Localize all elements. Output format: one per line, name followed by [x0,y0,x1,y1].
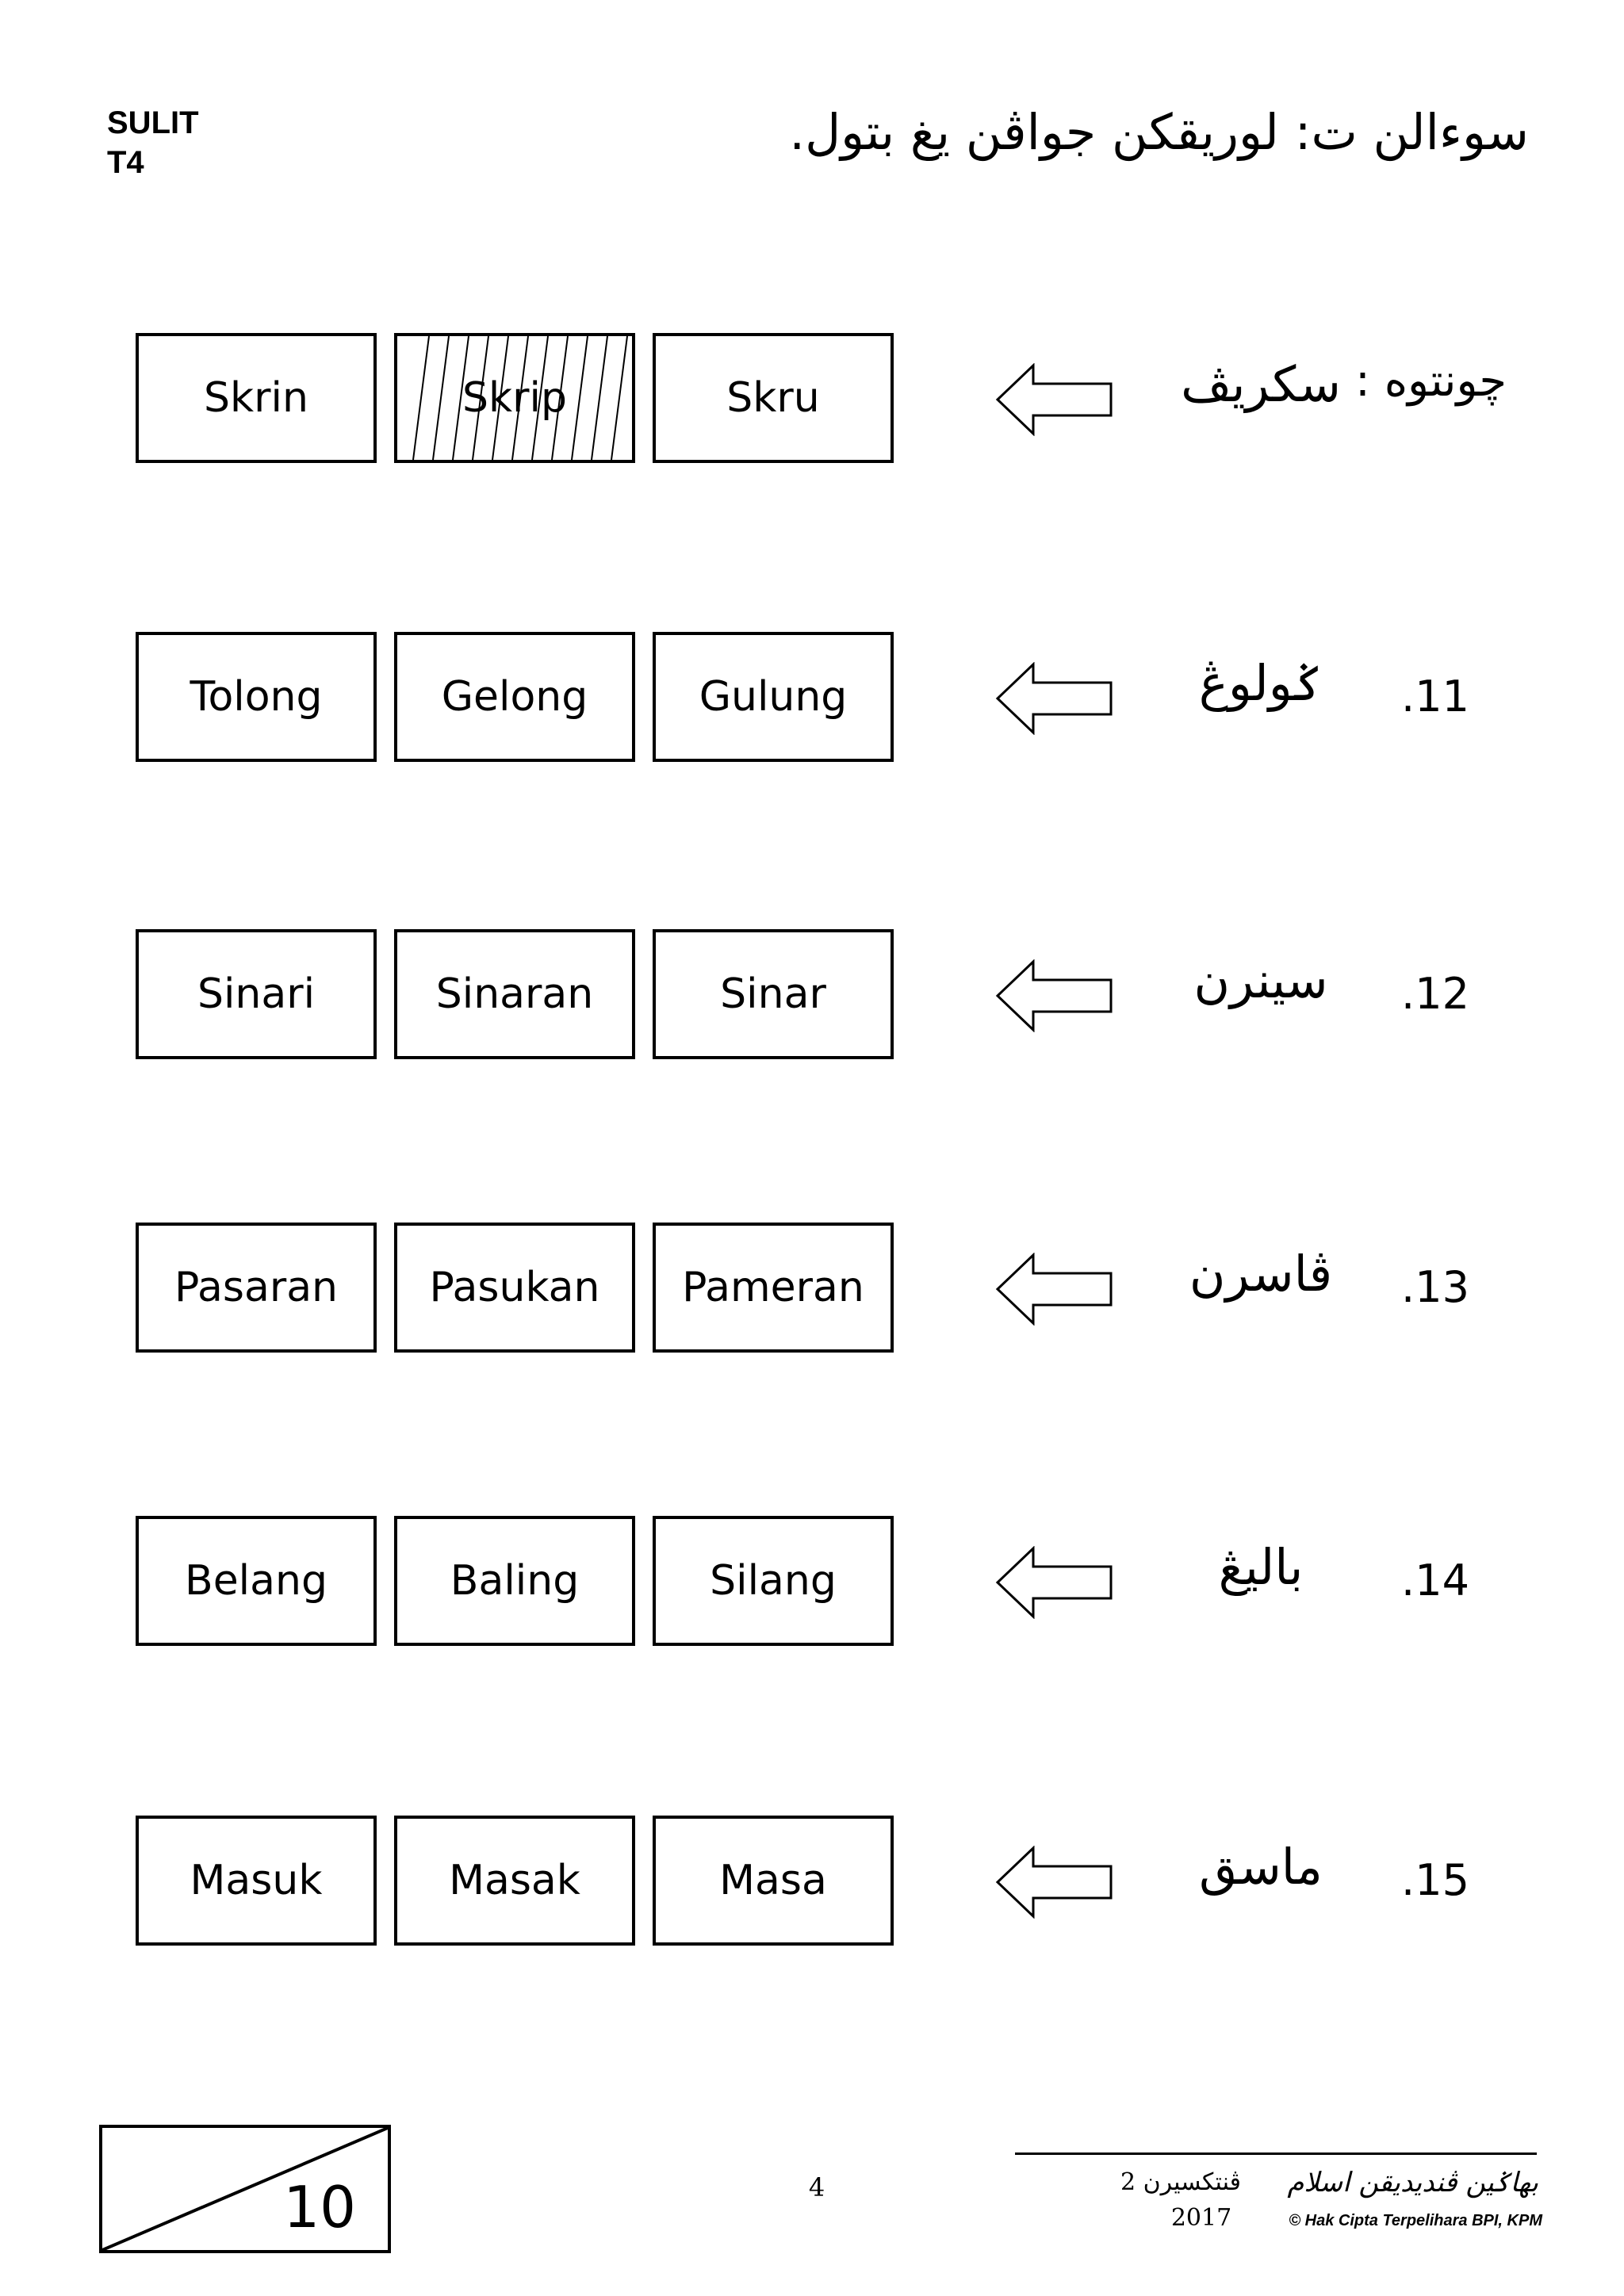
question-row [0,929,1624,1064]
question-instruction: سوءالن ت: لوريقكن جواڤن يغ بتول. [789,103,1529,161]
option-button[interactable]: Sinaran [394,929,635,1059]
question-row [0,1516,1624,1651]
example-option-2-selected[interactable]: Skrip [394,333,635,463]
copyright-notice: © Hak Cipta Terpelihara BPI, KPM [1289,2212,1542,2229]
example-label: چونتوه : [1355,355,1507,407]
jawi-word: ڤاسرن [1189,1245,1333,1303]
option-button[interactable]: Pameran [653,1223,894,1353]
left-arrow-icon [995,959,1114,1032]
option-button[interactable]: Sinar [653,929,894,1059]
option-button[interactable]: Masa [653,1816,894,1946]
option-button[interactable]: Masuk [136,1816,377,1946]
question-number: .15 [1401,1855,1469,1905]
option-button[interactable]: Pasaran [136,1223,377,1353]
left-arrow-icon [995,1846,1114,1919]
left-arrow-icon [995,363,1114,436]
option-button[interactable]: Sinari [136,929,377,1059]
example-jawi-word: سكريڤ [1181,355,1341,413]
question-number: .11 [1401,672,1469,721]
option-button[interactable]: Pasukan [394,1223,635,1353]
left-arrow-icon [995,662,1114,735]
classification-label: SULIT [107,105,199,140]
option-button[interactable]: Belang [136,1516,377,1646]
page-number: 4 [808,2172,825,2202]
question-row [0,1223,1624,1357]
option-button[interactable]: Silang [653,1516,894,1646]
question-number: .14 [1401,1556,1469,1605]
exam-year: 2017 [1170,2204,1232,2232]
left-arrow-icon [995,1546,1114,1619]
example-row [0,333,1624,468]
question-number: .13 [1401,1262,1469,1312]
exam-name: ڤنتكسيرن 2 [1120,2168,1241,2196]
option-button[interactable]: Masak [394,1816,635,1946]
example-option-1[interactable]: Skrin [136,333,377,463]
option-button[interactable]: Tolong [136,632,377,762]
jawi-word: ماسق [1199,1838,1323,1896]
question-row [0,1816,1624,1950]
header-labels [107,103,199,182]
left-arrow-icon [995,1253,1114,1326]
paper-code-label: T4 [107,145,144,180]
organization-name: بهاݢين ڤنديديقن اسلام [1287,2167,1538,2198]
option-button[interactable]: Baling [394,1516,635,1646]
jawi-word: ݢولوڠ [1198,654,1323,712]
example-option-3[interactable]: Skru [653,333,894,463]
jawi-word: باليڠ [1218,1538,1304,1596]
option-button[interactable]: Gulung [653,632,894,762]
option-button[interactable]: Gelong [394,632,635,762]
question-row [0,632,1624,767]
jawi-word: سينرن [1193,951,1328,1009]
footer-divider [1015,2152,1537,2155]
question-number: .12 [1401,969,1469,1019]
score-value: 10 [283,2174,356,2241]
score-box [99,2125,391,2253]
